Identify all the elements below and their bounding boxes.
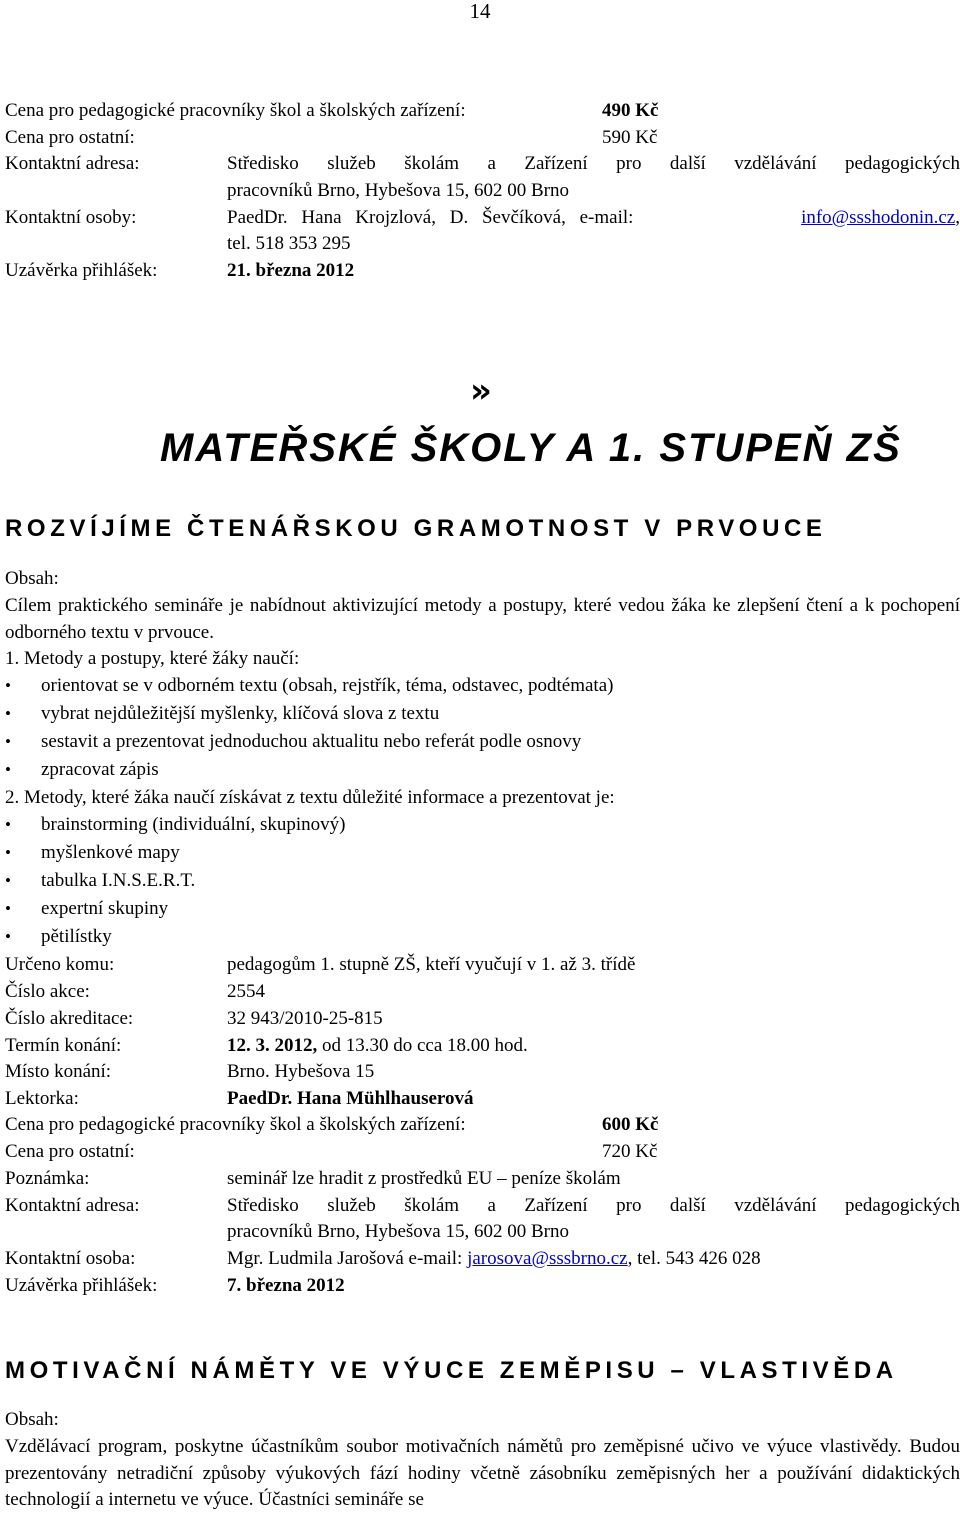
- course1-list1-heading: 1. Metody a postupy, které žáky naučí:: [5, 648, 300, 669]
- course1-contact-address-line2: pracovníků Brno, Hybešova 15, 602 00 Brno: [227, 1221, 569, 1242]
- course1-title: ROZVÍJÍME ČTENÁŘSKOU GRAMOTNOST V PRVOUCE: [5, 515, 827, 542]
- note-value: seminář lze hradit z prostředků EU – peníze školám: [227, 1168, 621, 1189]
- course1-deadline-value: 7. března 2012: [227, 1275, 345, 1296]
- contact-person-email-link[interactable]: jarosova@sssbrno.cz: [467, 1248, 628, 1269]
- bullet-icon: •: [5, 676, 11, 695]
- action-no-value: 2554: [227, 981, 265, 1002]
- list-item-text: brainstorming (individuální, skupinový): [41, 814, 346, 835]
- intended-label: Určeno komu:: [5, 954, 115, 975]
- course2-intro: Vzdělávací program, poskytne účastníkům soubor motivačních námětů pro zeměpisné učivo ve výuce vlastivědy. Budou prezentovány netradiční způsoby výukových fází hodiny včetně zásobníku zeměpisných her a používání didaktických technologií a internetu ve výuce. Účastníci semináře se: [5, 1436, 960, 1510]
- bullet-icon: •: [5, 760, 11, 779]
- intended-value: pedagogům 1. stupně ZŠ, kteří vyučují v 1. až 3. třídě: [227, 954, 636, 975]
- contact-person-name: Mgr. Ludmila Jarošová e-mail:: [227, 1248, 463, 1269]
- section-title: MATEŘSKÉ ŠKOLY A 1. STUPEŇ ZŠ: [160, 426, 902, 470]
- contact-persons-value: [227, 205, 960, 232]
- contact-address-label: Kontaktní adresa:: [5, 153, 140, 174]
- course1-list2-heading: 2. Metody, které žáka naučí získávat z textu důležité informace a prezentovat je:: [5, 787, 615, 808]
- section-arrow-icon: »: [470, 371, 492, 411]
- contact-persons-phone: tel. 518 353 295: [227, 233, 351, 254]
- list-item-text: orientovat se v odborném textu (obsah, rejstřík, téma, odstavec, podtémata): [41, 675, 614, 696]
- date-bold: 12. 3. 2012,: [227, 1035, 318, 1056]
- course1-intro: Cílem praktického semináře je nabídnout aktivizující metody a postupy, které vedou žáka ke zlepšení čtení a k pochopení odborného textu v prvouce.: [5, 595, 960, 643]
- page-number: 14: [469, 0, 491, 23]
- price-teachers-label: Cena pro pedagogické pracovníky škol a školských zařízení:: [5, 100, 466, 121]
- date-label: Termín konání:: [5, 1035, 122, 1056]
- action-no-label: Číslo akce:: [5, 981, 90, 1002]
- contact-person-phone: , tel. 543 426 028: [627, 1248, 761, 1269]
- lecturer-label: Lektorka:: [5, 1088, 79, 1109]
- list-item-text: vybrat nejdůležitější myšlenky, klíčová slova z textu: [41, 703, 440, 724]
- list-item-text: sestavit a prezentovat jednoduchou aktualitu nebo referát podle osnovy: [41, 731, 582, 752]
- contact-persons-email-link[interactable]: info@ssshodonin.cz: [801, 207, 956, 228]
- list-item-text: myšlenkové mapy: [41, 842, 180, 863]
- deadline-value: 21. března 2012: [227, 260, 355, 281]
- course1-price-teachers-value: 600 Kč: [602, 1114, 659, 1135]
- course2-title: MOTIVAČNÍ NÁMĚTY VE VÝUCE ZEMĚPISU – VLASTIVĚDA: [5, 1357, 898, 1384]
- place-label: Místo konání:: [5, 1061, 112, 1082]
- course1-price-others-label: Cena pro ostatní:: [5, 1141, 135, 1162]
- date-value: [227, 1033, 960, 1060]
- list-item-text: zpracovat zápis: [41, 759, 159, 780]
- contact-address-line1: Středisko služeb školám a Zařízení pro další vzdělávání pedagogických: [227, 153, 960, 174]
- course1-contact-address-label: Kontaktní adresa:: [5, 1195, 140, 1216]
- contact-person-value: [227, 1246, 960, 1273]
- course1-contact-address-line1: Středisko služeb školám a Zařízení pro další vzdělávání pedagogických: [227, 1195, 960, 1216]
- accreditation-value: 32 943/2010-25-815: [227, 1008, 383, 1029]
- price-teachers-value: 490 Kč: [602, 100, 659, 121]
- contact-persons-label: Kontaktní osoby:: [5, 207, 137, 228]
- contact-person-label: Kontaktní osoba:: [5, 1248, 136, 1269]
- bullet-icon: •: [5, 899, 11, 918]
- bullet-icon: •: [5, 871, 11, 890]
- list-item-text: tabulka I.N.S.E.R.T.: [41, 870, 196, 891]
- course1-deadline-label: Uzávěrka přihlášek:: [5, 1275, 158, 1296]
- lecturer-value: PaedDr. Hana Mühlhauserová: [227, 1088, 474, 1109]
- course1-price-teachers-label: Cena pro pedagogické pracovníky škol a školských zařízení:: [5, 1114, 466, 1135]
- place-value: Brno. Hybešova 15: [227, 1061, 375, 1082]
- deadline-label: Uzávěrka přihlášek:: [5, 260, 158, 281]
- contact-address-line2: pracovníků Brno, Hybešova 15, 602 00 Brno: [227, 180, 569, 201]
- bullet-icon: •: [5, 732, 11, 751]
- price-others-value: 590 Kč: [602, 127, 658, 148]
- contact-persons-email-wrap: info@ssshodonin.cz,: [801, 207, 960, 228]
- note-label: Poznámka:: [5, 1168, 90, 1189]
- bullet-icon: •: [5, 927, 11, 946]
- course2-content-label: Obsah:: [5, 1409, 59, 1430]
- course1-price-others-value: 720 Kč: [602, 1141, 658, 1162]
- bullet-icon: •: [5, 704, 11, 723]
- price-others-label: Cena pro ostatní:: [5, 127, 135, 148]
- list-item-text: pětilístky: [41, 926, 112, 947]
- date-rest: od 13.30 do cca 18.00 hod.: [317, 1035, 528, 1056]
- accreditation-label: Číslo akreditace:: [5, 1008, 134, 1029]
- contact-persons-text: PaedDr. Hana Krojzlová, D. Ševčíková, e-mail:: [227, 207, 634, 228]
- list-item-text: expertní skupiny: [41, 898, 169, 919]
- bullet-icon: •: [5, 815, 11, 834]
- course1-content-label: Obsah:: [5, 568, 59, 589]
- bullet-icon: •: [5, 843, 11, 862]
